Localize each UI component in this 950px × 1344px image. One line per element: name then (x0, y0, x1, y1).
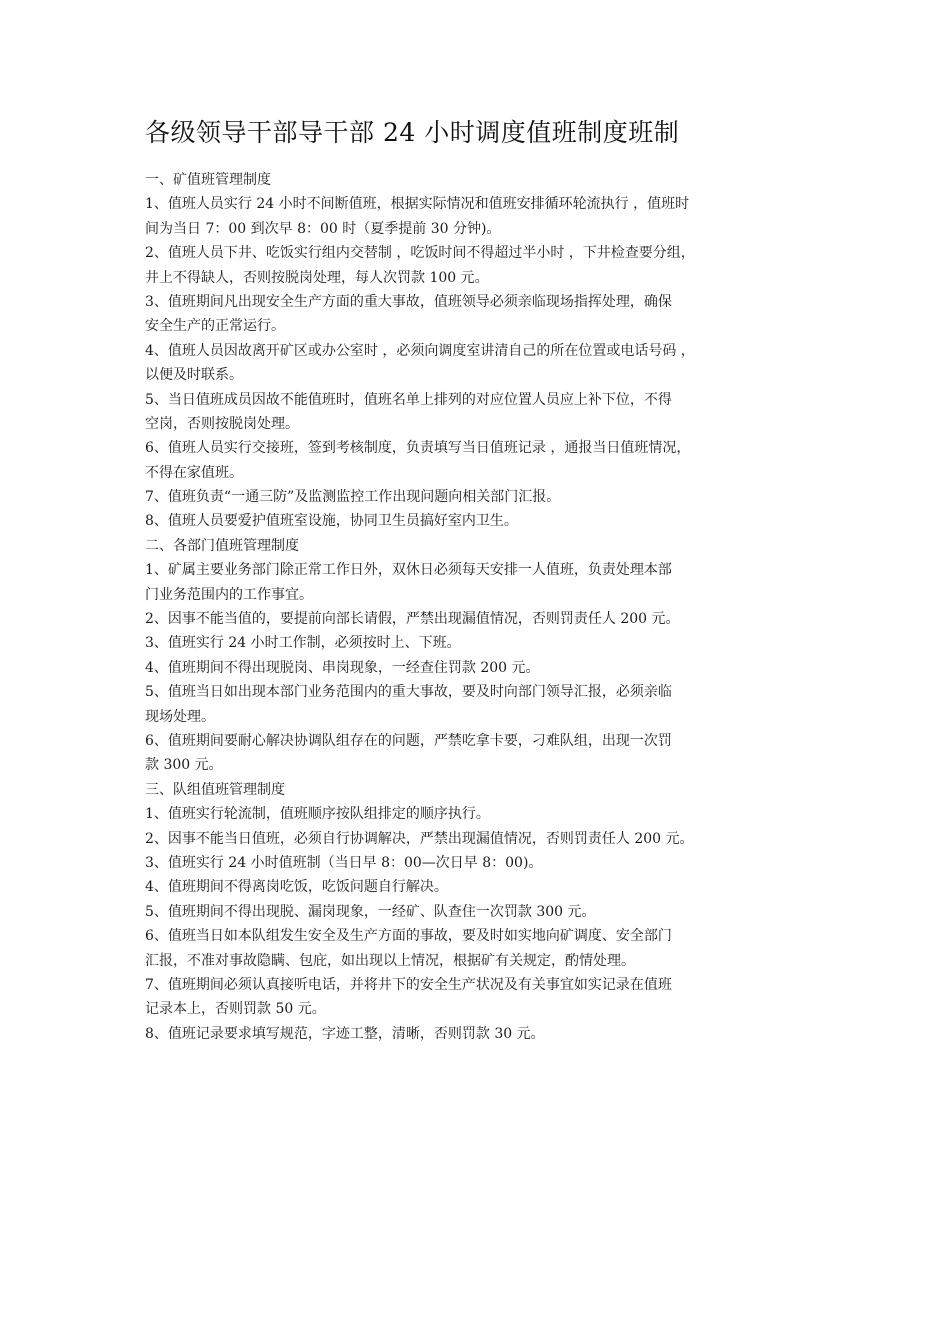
text-line: 款 300 元。 (145, 757, 223, 774)
text-line: 5、值班当日如出现本部门业务范围内的重大事故，要及时向部门领导汇报，必须亲临 (145, 684, 672, 701)
text-line: 3、值班期间凡出现安全生产方面的重大事故，值班领导必须亲临现场指挥处理，确保 (145, 293, 672, 310)
text-line: 以便及时联系。 (145, 367, 243, 384)
text-line: 5、值班期间不得出现脱、漏岗现象，一经矿、队查住一次罚款 300 元。 (145, 903, 596, 920)
text-line: 门业务范围内的工作事宜。 (145, 586, 313, 603)
text-line: 6、值班人员实行交接班，签到考核制度，负责填写当日值班记录 ，通报当日值班情况， (145, 440, 691, 457)
text-line: 8、值班记录要求填写规范，字迹工整，清晰，否则罚款 30 元。 (145, 1025, 545, 1042)
text-line: 7、值班负责“一通三防”及监测监控工作出现问题向相关部门汇报。 (145, 489, 561, 506)
text-line: 6、值班期间要耐心解决协调队组存在的问题，严禁吃拿卡要，刁难队组，出现一次罚 (145, 732, 672, 749)
text-line: 间为当日 7：00 到次早 8：00 时（夏季提前 30 分钟)。 (145, 220, 501, 237)
text-line: 安全生产的正常运行。 (145, 318, 285, 335)
text-line: 井上不得缺人，否则按脱岗处理，每人次罚款 100 元。 (145, 269, 489, 286)
document-body (145, 168, 805, 1046)
text-line: 1、值班实行轮流制，值班顺序按队组排定的顺序执行。 (145, 806, 490, 823)
text-line: 3、值班实行 24 小时工作制，必须按时上、下班。 (145, 635, 461, 652)
text-line: 1、值班人员实行 24 小时不间断值班，根据实际情况和值班安排循环轮流执行 ，值班时 (145, 196, 690, 213)
text-line: 4、值班人员因故离开矿区或办公室时 ，必须向调度室讲清自己的所在位置或电话号码 ， (145, 342, 695, 359)
text-line: 汇报，不准对事故隐瞒、包庇，如出现以上情况，根据矿有关规定，酌情处理。 (145, 952, 635, 969)
text-line: 7、值班期间必须认真接听电话，并将井下的安全生产状况及有关事宜如实记录在值班 (145, 976, 672, 993)
text-line: 三、队组值班管理制度 (145, 781, 285, 798)
text-line: 2、值班人员下井、吃饭实行组内交替制 ，吃饭时间不得超过半小时 ，下井检查要分组， (145, 245, 695, 262)
text-line: 空岗，否则按脱岗处理。 (145, 415, 299, 432)
text-line: 现场处理。 (145, 708, 215, 725)
text-line: 记录本上，否则罚款 50 元。 (145, 1001, 326, 1018)
text-line: 4、值班期间不得出现脱岗、串岗现象，一经查住罚款 200 元。 (145, 659, 540, 676)
text-line: 8、值班人员要爱护值班室设施，协同卫生员搞好室内卫生。 (145, 513, 518, 530)
document-title: 各级领导干部导干部 24 小时调度值班制度班制 (145, 118, 680, 147)
text-line: 1、矿属主要业务部门除正常工作日外，双休日必须每天安排一人值班，负责处理本部 (145, 562, 672, 579)
text-line: 不得在家值班。 (145, 464, 243, 481)
text-line: 4、值班期间不得离岗吃饭，吃饭问题自行解决。 (145, 879, 448, 896)
text-line: 2、因事不能当值的，要提前向部长请假，严禁出现漏值情况，否则罚责任人 200 元。 (145, 611, 680, 628)
text-line: 二、各部门值班管理制度 (145, 537, 299, 554)
text-line: 6、值班当日如本队组发生安全及生产方面的事故，要及时如实地向矿调度、安全部门 (145, 928, 672, 945)
text-line: 一、矿值班管理制度 (145, 172, 271, 188)
text-line: 5、当日值班成员因故不能值班时，值班名单上排列的对应位置人员应上补下位，不得 (145, 391, 672, 408)
text-line: 2、因事不能当日值班，必须自行协调解决，严禁出现漏值情况，否则罚责任人 200 元。 (145, 830, 694, 847)
text-line: 3、值班实行 24 小时值班制（当日早 8：00—次日早 8：00)。 (145, 854, 543, 871)
